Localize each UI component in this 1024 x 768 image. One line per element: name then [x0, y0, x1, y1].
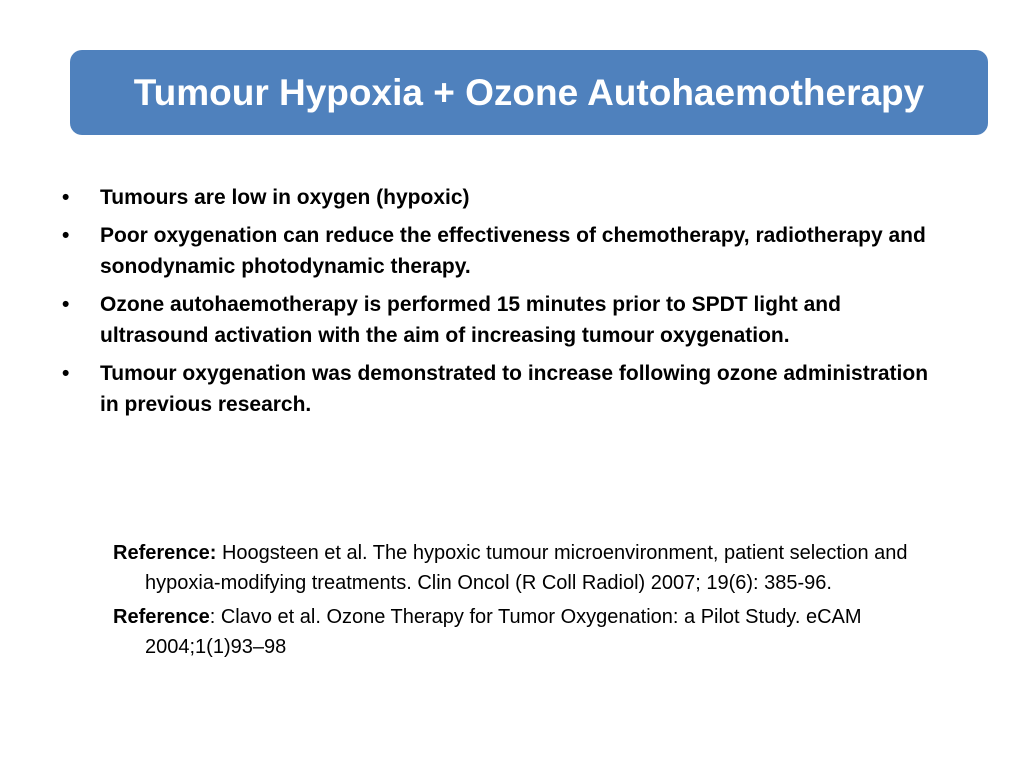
- bullet-icon: •: [62, 361, 70, 385]
- reference-text: Hoogsteen et al. The hypoxic tumour microenvironment, patient selection and hypoxia-modifying treatments. Clin Oncol (R Coll Radiol) 2007; 19(6): 385-96.: [145, 542, 908, 594]
- bullet-icon: •: [62, 292, 70, 316]
- bullet-text: Poor oxygenation can reduce the effectiveness of chemotherapy, radiotherapy and sonodynamic photodynamic therapy.: [100, 223, 926, 278]
- reference-item: [113, 538, 963, 598]
- reference-text: : Clavo et al. Ozone Therapy for Tumor Oxygenation: a Pilot Study. eCAM 2004;1(1)93–98: [145, 606, 862, 658]
- slide-title-banner: [70, 50, 988, 135]
- bullet-item: [58, 182, 938, 214]
- bullet-text: Tumour oxygenation was demonstrated to increase following ozone administration in previous research.: [100, 361, 929, 416]
- reference-item: [113, 602, 963, 662]
- reference-list: [113, 538, 963, 666]
- bullet-item: [58, 220, 938, 283]
- bullet-text: Ozone autohaemotherapy is performed 15 minutes prior to SPDT light and ultrasound activation with the aim of increasing tumour oxygenation.: [100, 292, 841, 347]
- bullet-text: Tumours are low in oxygen (hypoxic): [100, 186, 470, 209]
- bullet-icon: •: [62, 186, 70, 209]
- bullet-list: [58, 182, 938, 427]
- slide-title: Tumour Hypoxia + Ozone Autohaemotherapy: [133, 71, 925, 113]
- bullet-item: [58, 358, 938, 421]
- reference-label: Reference: [113, 606, 210, 628]
- bullet-icon: •: [62, 223, 70, 247]
- bullet-item: [58, 289, 938, 352]
- reference-label: Reference:: [113, 542, 217, 564]
